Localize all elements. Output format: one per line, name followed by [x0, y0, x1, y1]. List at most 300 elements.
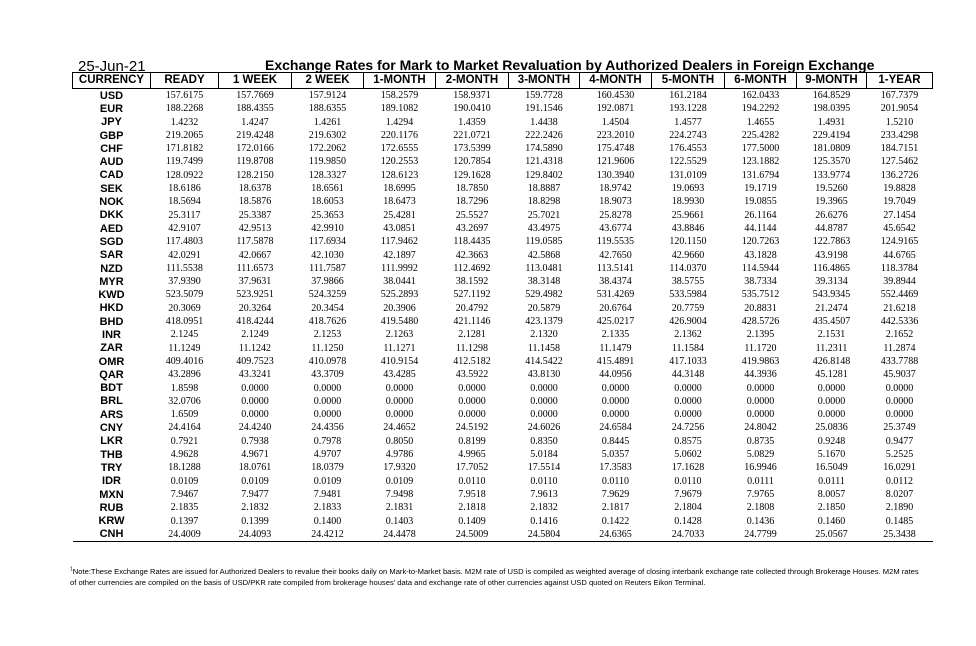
rate-cell: 129.1628: [453, 169, 491, 181]
rate-cell: 543.9345: [812, 289, 851, 301]
rate-cell: 118.3784: [880, 262, 919, 274]
rate-cell: 410.9154: [380, 355, 419, 367]
rate-cell: 0.0111: [818, 475, 845, 487]
rate-cell: 19.0693: [671, 183, 705, 195]
rate-cell: 175.4748: [596, 143, 635, 155]
rate-cell: 0.1416: [530, 515, 558, 527]
rate-cell: 0.0000: [458, 409, 486, 421]
rate-cell: 131.6794: [741, 169, 780, 181]
rate-cell: 111.7587: [309, 262, 346, 274]
rate-cell: 44.8787: [815, 222, 848, 234]
table-body: [73, 89, 933, 542]
rate-cell: 0.0000: [530, 409, 558, 421]
rate-cell: 24.4009: [151, 528, 219, 542]
rate-cell: 42.5868: [527, 249, 561, 261]
rate-cell: 410.0978: [308, 355, 347, 367]
rate-cell: 0.0000: [385, 395, 414, 407]
rate-cell: 1.8598: [170, 382, 199, 394]
rate-cell: 0.0109: [170, 475, 199, 487]
rate-cell: 223.2010: [596, 129, 635, 141]
table-row: [73, 249, 933, 262]
rate-cell: 24.7799: [725, 528, 797, 542]
currency-code: CNY: [99, 422, 124, 435]
rate-cell: 0.0000: [601, 395, 630, 407]
rate-cell: 2.1890: [885, 502, 914, 514]
rate-cell: 25.9661: [671, 209, 705, 221]
currency-code: CHF: [100, 142, 123, 155]
currency-code: CNH: [73, 528, 151, 542]
rate-cell: 136.2726: [880, 169, 919, 181]
rate-cell: 11.2874: [883, 342, 916, 354]
rate-cell: 39.3134: [815, 276, 848, 288]
rate-cell: 1.4577: [674, 116, 702, 128]
rate-cell: 5.0357: [601, 449, 630, 461]
rate-cell: 192.0871: [596, 103, 635, 115]
rate-cell: 122.7863: [812, 236, 851, 248]
rate-cell: 5.0602: [674, 449, 702, 461]
rate-cell: 43.4975: [527, 222, 561, 234]
rate-cell: 124.9165: [880, 236, 919, 248]
rate-cell: 24.7033: [652, 528, 725, 542]
rate-cell: 111.5538: [166, 262, 203, 274]
rate-cell: 428.5726: [741, 316, 780, 328]
rate-cell: 0.0000: [313, 409, 342, 421]
table-row: [73, 328, 933, 341]
rate-cell: 120.2553: [380, 156, 419, 168]
table-row: [73, 129, 933, 142]
rate-cell: 24.4093: [219, 528, 292, 542]
rate-cell: 0.0000: [241, 395, 269, 407]
rate-cell: 2.1832: [530, 502, 558, 514]
rate-cell: 17.9320: [383, 462, 416, 474]
report-title: Exchange Rates for Mark to Market Revaluation by Authorized Dealers in Foreign Exchange: [265, 57, 875, 73]
rate-cell: 5.0829: [746, 449, 775, 461]
rate-cell: 25.0567: [797, 528, 867, 542]
footnote-marker: 1: [70, 566, 73, 573]
currency-code: BRL: [100, 395, 123, 408]
rate-cell: 26.6276: [815, 209, 848, 221]
rate-cell: 219.4248: [236, 129, 274, 141]
rate-cell: 119.8708: [236, 156, 274, 168]
rate-cell: 19.5260: [815, 183, 848, 195]
rate-cell: 16.9946: [744, 462, 777, 474]
rate-cell: 11.1479: [599, 342, 632, 354]
rate-cell: 20.3906: [383, 302, 416, 314]
rate-cell: 43.9198: [815, 249, 848, 261]
table-header-row: [73, 73, 933, 89]
rate-cell: 1.4504: [601, 116, 630, 128]
rate-cell: 24.7256: [671, 422, 705, 434]
rate-cell: 2.1253: [313, 329, 342, 341]
rate-cell: 11.1242: [238, 342, 272, 354]
rate-cell: 24.8042: [744, 422, 777, 434]
rate-cell: 194.2292: [741, 103, 780, 115]
table-row: [73, 209, 933, 222]
rate-cell: 7.9481: [313, 488, 342, 500]
column-header: 6-MONTH: [725, 73, 797, 89]
table-row: [73, 155, 933, 168]
rate-cell: 225.4282: [741, 129, 780, 141]
rate-cell: 0.0109: [385, 475, 414, 487]
rate-cell: 1.4438: [530, 116, 558, 128]
rate-cell: 425.0217: [596, 316, 635, 328]
rate-cell: 524.3259: [308, 289, 347, 301]
rate-cell: 2.1850: [817, 502, 846, 514]
rate-cell: 18.8887: [527, 183, 561, 195]
table-row: [73, 89, 933, 103]
rate-cell: 24.4164: [168, 422, 201, 434]
table-row: [73, 102, 933, 115]
table-row: [73, 142, 933, 155]
rate-cell: 18.6473: [383, 196, 416, 208]
table-row: [73, 288, 933, 301]
rate-cell: 162.0433: [741, 90, 780, 101]
table-row: [73, 475, 933, 488]
rate-cell: 120.7263: [741, 236, 780, 248]
rate-cell: 38.1592: [455, 276, 489, 288]
rate-cell: 16.0291: [883, 462, 916, 474]
rate-cell: 25.7021: [527, 209, 561, 221]
rate-cell: 25.4281: [383, 209, 416, 221]
column-header: 4-MONTH: [580, 73, 652, 89]
rate-cell: 120.7854: [453, 156, 491, 168]
rate-cell: 158.9371: [453, 90, 491, 101]
rate-cell: 25.3653: [311, 209, 344, 221]
rate-cell: 42.9513: [238, 222, 272, 234]
rate-cell: 0.0000: [241, 382, 269, 394]
table-row: [73, 421, 933, 434]
rate-cell: 43.0851: [383, 222, 416, 234]
table-row: [73, 368, 933, 381]
rate-cell: 0.0000: [458, 395, 486, 407]
rate-cell: 7.9613: [530, 488, 558, 500]
rate-cell: 130.3940: [596, 169, 635, 181]
rate-cell: 533.5984: [669, 289, 707, 301]
rate-cell: 119.9850: [308, 156, 347, 168]
rate-cell: 224.2743: [669, 129, 707, 141]
rate-cell: 5.2525: [885, 449, 914, 461]
rate-cell: 21.6218: [883, 302, 916, 314]
rate-cell: 2.1832: [241, 502, 269, 514]
rate-cell: 176.4553: [669, 143, 707, 155]
rate-cell: 0.0000: [817, 395, 846, 407]
rate-cell: 523.5079: [165, 289, 204, 301]
rate-cell: 419.5480: [380, 316, 419, 328]
rate-cell: 4.9628: [170, 449, 199, 461]
rate-cell: 0.1403: [385, 515, 414, 527]
rate-cell: 11.1250: [311, 342, 344, 354]
rate-cell: 116.4865: [812, 262, 851, 274]
rate-cell: 25.8278: [599, 209, 632, 221]
column-header: CURRENCY: [73, 73, 151, 89]
rate-cell: 0.0000: [458, 382, 486, 394]
rate-cell: 24.5009: [436, 528, 509, 542]
rate-cell: 11.1298: [455, 342, 489, 354]
rate-cell: 0.0000: [817, 409, 846, 421]
rate-cell: 423.1379: [525, 316, 563, 328]
rate-cell: 44.3148: [671, 369, 705, 381]
rate-cell: 37.9631: [238, 276, 272, 288]
currency-code: AED: [99, 222, 124, 235]
rate-cell: 43.6774: [599, 222, 632, 234]
rate-cell: 417.1033: [669, 355, 707, 367]
rate-cell: 7.9498: [385, 488, 414, 500]
rate-cell: 161.2184: [669, 90, 707, 101]
rate-cell: 0.0000: [241, 409, 269, 421]
rate-cell: 118.4435: [453, 236, 491, 248]
rate-cell: 0.0000: [530, 382, 558, 394]
rate-cell: 111.9992: [381, 262, 418, 274]
rate-cell: 26.1164: [744, 209, 777, 221]
rate-cell: 164.8529: [812, 90, 851, 101]
table-row: [73, 222, 933, 235]
rate-cell: 18.6378: [238, 183, 272, 195]
rate-cell: 11.2311: [815, 342, 848, 354]
rate-cell: 7.9765: [746, 488, 775, 500]
rate-cell: 523.9251: [236, 289, 274, 301]
rate-cell: 39.8944: [883, 276, 916, 288]
rate-cell: 2.1249: [241, 329, 269, 341]
rate-cell: 1.4294: [385, 116, 414, 128]
rate-cell: 129.8402: [525, 169, 563, 181]
currency-code: RUB: [99, 501, 124, 514]
rate-cell: 189.1082: [380, 103, 419, 115]
column-header: 1-MONTH: [364, 73, 436, 89]
rate-cell: 0.0109: [313, 475, 342, 487]
rate-cell: 190.0410: [453, 103, 491, 115]
rate-cell: 173.5399: [453, 143, 491, 155]
table-row: [73, 448, 933, 461]
table-row: [73, 235, 933, 248]
rate-cell: 11.1271: [383, 342, 416, 354]
rate-cell: 552.4469: [880, 289, 919, 301]
table-row: [73, 488, 933, 501]
column-header: READY: [151, 73, 219, 89]
table-row: [73, 395, 933, 408]
rate-cell: 42.0667: [238, 249, 272, 261]
currency-code: CAD: [99, 169, 124, 182]
rate-cell: 0.0110: [458, 475, 486, 487]
rate-cell: 18.6561: [311, 183, 344, 195]
rate-cell: 0.0000: [746, 409, 775, 421]
rate-cell: 172.6555: [380, 143, 419, 155]
rate-cell: 0.0000: [530, 395, 558, 407]
currency-code: INR: [102, 328, 121, 341]
rate-cell: 0.0112: [885, 475, 914, 487]
rate-cell: 0.8575: [674, 435, 702, 447]
rate-cell: 8.0057: [817, 488, 846, 500]
column-header: 3-MONTH: [509, 73, 580, 89]
table-row: [73, 262, 933, 275]
rate-cell: 0.0000: [601, 382, 630, 394]
rate-cell: 27.1454: [883, 209, 916, 221]
rate-cell: 172.2062: [308, 143, 347, 155]
rate-cell: 0.0000: [674, 409, 702, 421]
rate-cell: 1.4931: [817, 116, 846, 128]
rate-cell: 531.4269: [596, 289, 635, 301]
rate-cell: 42.3663: [455, 249, 489, 261]
table-row: [73, 302, 933, 315]
rate-cell: 44.6765: [883, 249, 916, 261]
rate-cell: 113.5141: [596, 262, 635, 274]
rate-cell: 418.4244: [236, 316, 274, 328]
rate-cell: 233.4298: [880, 129, 919, 141]
rate-cell: 0.0000: [885, 395, 914, 407]
rate-cell: 20.6764: [599, 302, 632, 314]
rate-cell: 25.3438: [867, 528, 933, 542]
table-row: [73, 528, 933, 542]
rate-cell: 2.1817: [601, 502, 630, 514]
rate-cell: 5.1670: [817, 449, 846, 461]
rate-cell: 11.1249: [168, 342, 201, 354]
rate-cell: 42.9660: [671, 249, 705, 261]
rate-cell: 123.1882: [741, 156, 780, 168]
rate-cell: 11.1584: [671, 342, 705, 354]
currency-code: KRW: [98, 515, 125, 528]
rate-cell: 25.5527: [455, 209, 489, 221]
rate-cell: 2.1362: [674, 329, 702, 341]
currency-code: JPY: [101, 116, 122, 129]
currency-code: MXN: [99, 488, 124, 501]
currency-code: QAR: [99, 368, 124, 381]
rate-cell: 181.0809: [812, 143, 851, 155]
rate-cell: 0.7921: [170, 435, 199, 447]
rate-cell: 18.8298: [527, 196, 561, 208]
exchange-rate-table: [72, 72, 933, 542]
table-row: [73, 501, 933, 514]
rate-cell: 527.1192: [453, 289, 491, 301]
rate-cell: 18.9930: [671, 196, 705, 208]
rate-cell: 5.0184: [530, 449, 558, 461]
rate-cell: 117.6934: [308, 236, 347, 248]
rate-cell: 18.7850: [455, 183, 489, 195]
rate-cell: 414.5422: [525, 355, 563, 367]
currency-code: EUR: [99, 102, 124, 115]
rate-cell: 19.8828: [883, 183, 916, 195]
column-header: 1 WEEK: [219, 73, 292, 89]
rate-cell: 0.0000: [746, 382, 775, 394]
rate-cell: 529.4982: [525, 289, 563, 301]
rate-cell: 2.1531: [817, 329, 846, 341]
rate-cell: 18.0379: [311, 462, 344, 474]
table-row: [73, 169, 933, 182]
rate-cell: 18.5876: [238, 196, 272, 208]
rate-cell: 20.3069: [168, 302, 201, 314]
rate-cell: 125.3570: [812, 156, 851, 168]
rate-cell: 0.0109: [241, 475, 269, 487]
rate-cell: 0.1428: [674, 515, 702, 527]
rate-cell: 412.5182: [453, 355, 491, 367]
rate-cell: 2.1835: [170, 502, 199, 514]
rate-cell: 4.9965: [458, 449, 486, 461]
rate-cell: 19.3965: [815, 196, 848, 208]
rate-cell: 0.0000: [817, 382, 846, 394]
rate-cell: 2.1818: [458, 502, 486, 514]
rate-cell: 17.3583: [599, 462, 632, 474]
rate-cell: 45.6542: [883, 222, 916, 234]
rate-cell: 426.9004: [669, 316, 707, 328]
table-row: [73, 515, 933, 528]
currency-code: NOK: [99, 196, 124, 209]
table-row: [73, 342, 933, 355]
rate-cell: 0.0000: [885, 382, 914, 394]
rate-cell: 0.0000: [885, 409, 914, 421]
rate-cell: 0.8050: [385, 435, 414, 447]
table-row: [73, 382, 933, 395]
rate-cell: 171.8182: [165, 143, 204, 155]
rate-cell: 0.0000: [385, 409, 414, 421]
table-row: [73, 116, 933, 129]
rate-cell: 112.4692: [453, 262, 491, 274]
rate-cell: 1.4655: [746, 116, 775, 128]
rate-cell: 0.0000: [313, 382, 342, 394]
currency-code: NZD: [100, 262, 123, 275]
rate-cell: 43.3709: [311, 369, 344, 381]
rate-cell: 157.6175: [165, 90, 204, 101]
rate-cell: 20.7759: [671, 302, 705, 314]
rate-cell: 18.6053: [311, 196, 344, 208]
currency-code: SGD: [99, 235, 124, 248]
rate-cell: 219.2065: [165, 129, 204, 141]
rate-cell: 45.1281: [815, 369, 848, 381]
rate-cell: 2.1263: [385, 329, 414, 341]
rate-cell: 119.0585: [525, 236, 563, 248]
rate-cell: 0.0000: [385, 382, 414, 394]
rate-cell: 2.1281: [458, 329, 486, 341]
rate-cell: 525.2893: [380, 289, 419, 301]
rate-cell: 0.8199: [458, 435, 486, 447]
rate-cell: 0.9477: [885, 435, 914, 447]
rate-cell: 127.5462: [880, 156, 919, 168]
rate-cell: 122.5529: [669, 156, 707, 168]
rate-cell: 201.9054: [880, 103, 919, 115]
rate-cell: 7.9467: [170, 488, 199, 500]
currency-code: BDT: [100, 382, 123, 395]
rate-cell: 0.0111: [747, 475, 774, 487]
rate-cell: 131.0109: [669, 169, 707, 181]
rate-cell: 18.0761: [238, 462, 272, 474]
rate-cell: 38.0441: [383, 276, 416, 288]
rate-cell: 229.4194: [812, 129, 851, 141]
rate-cell: 21.2474: [815, 302, 848, 314]
table-row: [73, 195, 933, 208]
rate-cell: 37.9390: [168, 276, 201, 288]
footnote: [70, 566, 920, 588]
rate-cell: 25.0836: [815, 422, 848, 434]
rate-cell: 220.1176: [380, 129, 419, 141]
rate-cell: 188.4355: [236, 103, 274, 115]
rate-cell: 37.9866: [311, 276, 344, 288]
rate-cell: 419.9863: [741, 355, 780, 367]
rate-cell: 159.7728: [525, 90, 563, 101]
rate-cell: 0.1485: [885, 515, 914, 527]
rate-cell: 38.5755: [671, 276, 705, 288]
rate-cell: 2.1833: [313, 502, 342, 514]
rate-cell: 24.6365: [580, 528, 652, 542]
rate-cell: 38.3148: [527, 276, 561, 288]
rate-cell: 0.0110: [674, 475, 702, 487]
rate-cell: 409.7523: [236, 355, 274, 367]
rate-cell: 117.9462: [380, 236, 419, 248]
rate-cell: 0.0000: [674, 395, 702, 407]
rate-cell: 177.5000: [741, 143, 780, 155]
rate-cell: 0.0000: [313, 395, 342, 407]
rate-cell: 24.5192: [455, 422, 489, 434]
rate-cell: 18.1288: [168, 462, 201, 474]
rate-cell: 25.3117: [168, 209, 201, 221]
rate-cell: 11.1458: [527, 342, 561, 354]
rate-cell: 128.3327: [308, 169, 347, 181]
